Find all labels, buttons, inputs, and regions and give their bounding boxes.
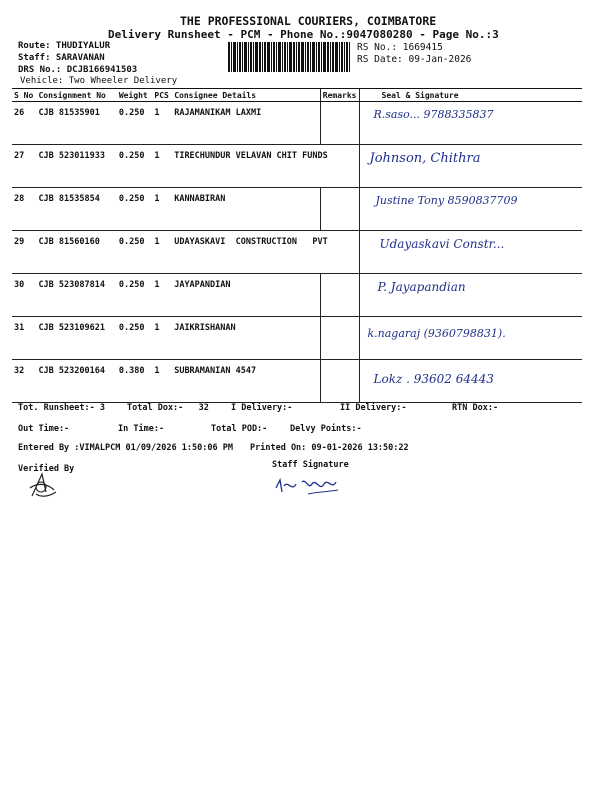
company-title: THE PROFESSIONAL COURIERS, COIMBATORE <box>180 14 437 28</box>
col-sno: S No <box>12 89 36 102</box>
cell-details: RAJAMANIKAM LAXMI <box>172 102 320 145</box>
cell-sno: 27 <box>12 145 36 188</box>
cell-consignment: CJB 81535854 <box>36 188 116 231</box>
total-pod: Total POD:- <box>211 424 268 434</box>
vehicle-label: Vehicle: Two Wheeler Delivery <box>20 76 178 86</box>
cell-pcs: 1 <box>152 231 172 274</box>
col-pcs: PCS <box>152 89 172 102</box>
cell-sno: 30 <box>12 274 36 317</box>
cell-weight: 0.250 <box>117 231 153 274</box>
table-row <box>12 145 582 188</box>
col-remarks: Remarks <box>320 89 359 102</box>
cell-remarks <box>320 188 359 231</box>
barcode-icon <box>228 42 350 72</box>
col-consignment: Consignment No <box>36 89 116 102</box>
rs-number: RS No.: 1669415 <box>357 42 443 53</box>
cell-weight: 0.380 <box>117 360 153 403</box>
cell-remarks <box>320 274 359 317</box>
cell-consignment: CJB 81535901 <box>36 102 116 145</box>
cell-remarks <box>320 360 359 403</box>
drs-label: DRS No.: DCJB166941503 <box>18 65 138 75</box>
cell-details: JAYAPANDIAN <box>172 274 320 317</box>
out-time: Out Time:- <box>18 424 70 434</box>
rs-date: RS Date: 09-Jan-2026 <box>357 54 472 65</box>
cell-details: TIRECHUNDUR VELAVAN CHIT FUNDS <box>172 145 359 188</box>
cell-details: UDAYASKAVI CONSTRUCTION PVT <box>172 231 359 274</box>
col-signature: Seal & Signature <box>359 89 582 102</box>
cell-sno: 29 <box>12 231 36 274</box>
cell-consignment: CJB 523087814 <box>36 274 116 317</box>
handwritten-signature: P. Jayapandian <box>377 280 466 294</box>
verified-by-label: Verified By <box>18 464 75 474</box>
handwritten-signature: R.saso... 9788335837 <box>373 108 494 121</box>
verified-signature-icon <box>26 470 60 500</box>
cell-remarks <box>320 317 359 360</box>
handwritten-signature: Johnson, Chithra <box>369 151 481 166</box>
cell-consignment: CJB 81560160 <box>36 231 116 274</box>
staff-signature-icon <box>272 474 346 500</box>
i-delivery: I Delivery:- <box>231 403 293 413</box>
entered-by: Entered By :VIMALPCM 01/09/2026 1:50:06 PM <box>18 443 233 453</box>
cell-weight: 0.250 <box>117 102 153 145</box>
printed-on: Printed On: 09-01-2026 13:50:22 <box>250 443 409 453</box>
cell-sno: 28 <box>12 188 36 231</box>
cell-weight: 0.250 <box>117 274 153 317</box>
cell-signature <box>359 274 582 317</box>
col-details: Consignee Details <box>172 89 320 102</box>
rtn-dox: RTN Dox:- <box>452 403 499 413</box>
table-row <box>12 360 582 403</box>
cell-sno: 31 <box>12 317 36 360</box>
cell-consignment: CJB 523011933 <box>36 145 116 188</box>
table-header-row <box>12 89 582 102</box>
cell-weight: 0.250 <box>117 145 153 188</box>
cell-sno: 32 <box>12 360 36 403</box>
table-row <box>12 317 582 360</box>
staff-signature-label: Staff Signature <box>272 460 349 470</box>
cell-pcs: 1 <box>152 274 172 317</box>
in-time: In Time:- <box>118 424 165 434</box>
cell-pcs: 1 <box>152 145 172 188</box>
cell-pcs: 1 <box>152 317 172 360</box>
delvy-points: Delvy Points:- <box>290 424 362 434</box>
cell-signature <box>359 188 582 231</box>
handwritten-signature: Udayaskavi Constr... <box>379 237 505 251</box>
cell-consignment: CJB 523200164 <box>36 360 116 403</box>
cell-details: JAIKRISHANAN <box>172 317 320 360</box>
runsheet-table <box>12 88 582 403</box>
cell-pcs: 1 <box>152 188 172 231</box>
cell-sno: 26 <box>12 102 36 145</box>
cell-signature <box>359 231 582 274</box>
handwritten-signature: k.nagaraj (9360798831). <box>367 327 506 340</box>
cell-details: KANNABIRAN <box>172 188 320 231</box>
cell-signature <box>359 102 582 145</box>
cell-pcs: 1 <box>152 102 172 145</box>
col-weight: Weight <box>117 89 153 102</box>
table-row <box>12 231 582 274</box>
cell-details: SUBRAMANIAN 4547 <box>172 360 320 403</box>
total-dox: Total Dox:- 32 <box>127 403 209 413</box>
handwritten-signature: Lokz . 93602 64443 <box>373 372 494 386</box>
handwritten-signature: Justine Tony 8590837709 <box>375 194 518 207</box>
cell-consignment: CJB 523109621 <box>36 317 116 360</box>
cell-pcs: 1 <box>152 360 172 403</box>
cell-signature <box>359 145 582 188</box>
runsheet-subtitle: Delivery Runsheet - PCM - Phone No.:9047080280 - Page No.:3 <box>108 28 499 41</box>
cell-remarks <box>320 102 359 145</box>
cell-weight: 0.250 <box>117 188 153 231</box>
cell-weight: 0.250 <box>117 317 153 360</box>
table-row <box>12 102 582 145</box>
cell-signature <box>359 360 582 403</box>
cell-signature <box>359 317 582 360</box>
route-label: Route: THUDIYALUR <box>18 41 111 51</box>
table-row <box>12 188 582 231</box>
staff-label: Staff: SARAVANAN <box>18 53 105 63</box>
table-row <box>12 274 582 317</box>
ii-delivery: II Delivery:- <box>340 403 407 413</box>
tot-runsheet: Tot. Runsheet:- 3 <box>18 403 105 413</box>
